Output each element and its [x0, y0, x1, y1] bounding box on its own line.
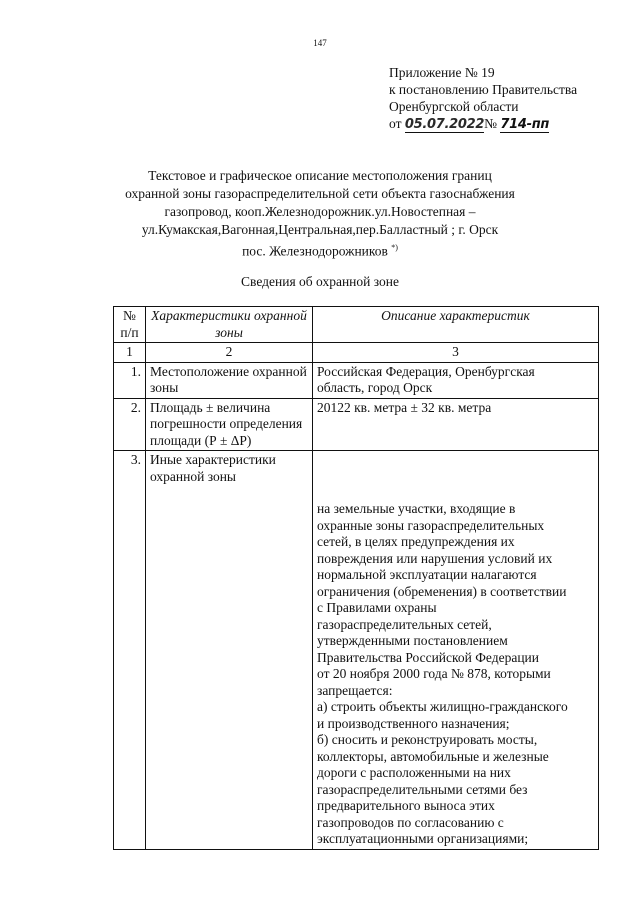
- handwritten-date: 05.07.2022: [404, 117, 485, 132]
- header-characteristics: Характеристики охранной зоны: [146, 307, 313, 343]
- description-line: с Правилами охраны: [317, 600, 437, 615]
- description-line: газораспределительными сетями без: [317, 781, 528, 797]
- table-numbering-row: [114, 343, 599, 363]
- title-line-1: Текстовое и графическое описание местоположения границ: [148, 168, 492, 183]
- description-line: Российская Федерация, Оренбургская: [317, 363, 535, 379]
- row-characteristic: Местоположение охранной зоны: [146, 362, 313, 398]
- table-header-row: [114, 307, 599, 343]
- row-index: 3.: [114, 451, 146, 850]
- row-characteristic: Площадь ± величина погрешности определения площади (Р ± ΔР): [146, 398, 313, 451]
- table-row: [114, 362, 599, 398]
- from-label: от: [389, 116, 402, 131]
- description-line: эксплуатационными организациями;: [317, 831, 529, 846]
- description-line: от 20 ноября 2000 года № 878, которыми: [317, 666, 551, 681]
- title-line-2: охранной зоны газораспределительной сети объекта газоснабжения: [125, 186, 515, 201]
- description-line: а) строить объекты жилищно-гражданского: [317, 699, 568, 714]
- description-line: ограничения (обременения) в соответствии: [317, 583, 567, 599]
- section-subtitle: Сведения об охранной зоне: [241, 274, 399, 289]
- handwritten-number: 714-пп: [500, 117, 550, 132]
- table-row: [114, 451, 599, 850]
- appendix-block: [389, 64, 577, 133]
- table-row: [114, 398, 599, 451]
- row-index: 2.: [114, 398, 146, 451]
- description-line: коллекторы, автомобильные и железные: [317, 748, 549, 764]
- description-line: область, город Орск: [317, 380, 433, 395]
- description-line: 20122 кв. метра ± 32 кв. метра: [317, 399, 492, 415]
- description-line: охранные зоны газораспределительных: [317, 517, 545, 533]
- page-number: 147: [313, 38, 327, 48]
- description-line: газопроводов по согласованию с: [317, 814, 504, 830]
- description-line: повреждения или нарушения условий их: [317, 550, 553, 566]
- description-line: и производственного назначения;: [317, 715, 510, 731]
- header-number: № п/п: [114, 307, 146, 343]
- description-line: на земельные участки, входящие в: [317, 501, 516, 516]
- description-line: сетей, в целях предупреждения их: [317, 534, 515, 549]
- description-line: предварительного выноса этих: [317, 798, 495, 813]
- header-description: Описание характеристик: [313, 307, 599, 343]
- numbering-cell: 2: [146, 343, 313, 363]
- row-description: [313, 362, 599, 398]
- title-line-5: [0, 239, 640, 261]
- description-line: дороги с расположенными на них: [317, 765, 511, 780]
- title-line-3: газопровод, кооп.Железнодорожник.ул.Новостепная –: [164, 204, 476, 219]
- document-title: [0, 167, 640, 261]
- description-line: Правительства Российской Федерации: [317, 649, 539, 665]
- numbering-cell: 3: [313, 343, 599, 363]
- description-spacer: [317, 452, 594, 501]
- description-line: б) сносить и реконструировать мосты,: [317, 732, 538, 747]
- number-label: №: [484, 116, 497, 131]
- description-line: газораспределительных сетей,: [317, 616, 492, 632]
- appendix-region: Оренбургской области: [389, 99, 519, 114]
- description-line: нормальной эксплуатации налагаются: [317, 567, 537, 582]
- footnote-mark: *): [391, 243, 398, 252]
- row-index: 1.: [114, 362, 146, 398]
- numbering-cell: 1: [114, 343, 146, 363]
- description-line: запрещается:: [317, 682, 393, 698]
- row-description: [313, 451, 599, 850]
- row-description: [313, 398, 599, 451]
- description-line: утвержденными постановлением: [317, 633, 508, 648]
- title-line-5-text: пос. Железнодорожников: [242, 243, 388, 259]
- zone-info-table: [113, 306, 599, 850]
- appendix-resolution: к постановлению Правительства: [389, 82, 578, 97]
- appendix-signature-line: [389, 115, 577, 133]
- row-characteristic: Иные характеристики охранной зоны: [146, 451, 313, 850]
- title-line-4: ул.Кумакская,Вагонная,Центральная,пер.Балластный ; г. Орск: [141, 222, 499, 237]
- appendix-title: Приложение № 19: [389, 65, 495, 80]
